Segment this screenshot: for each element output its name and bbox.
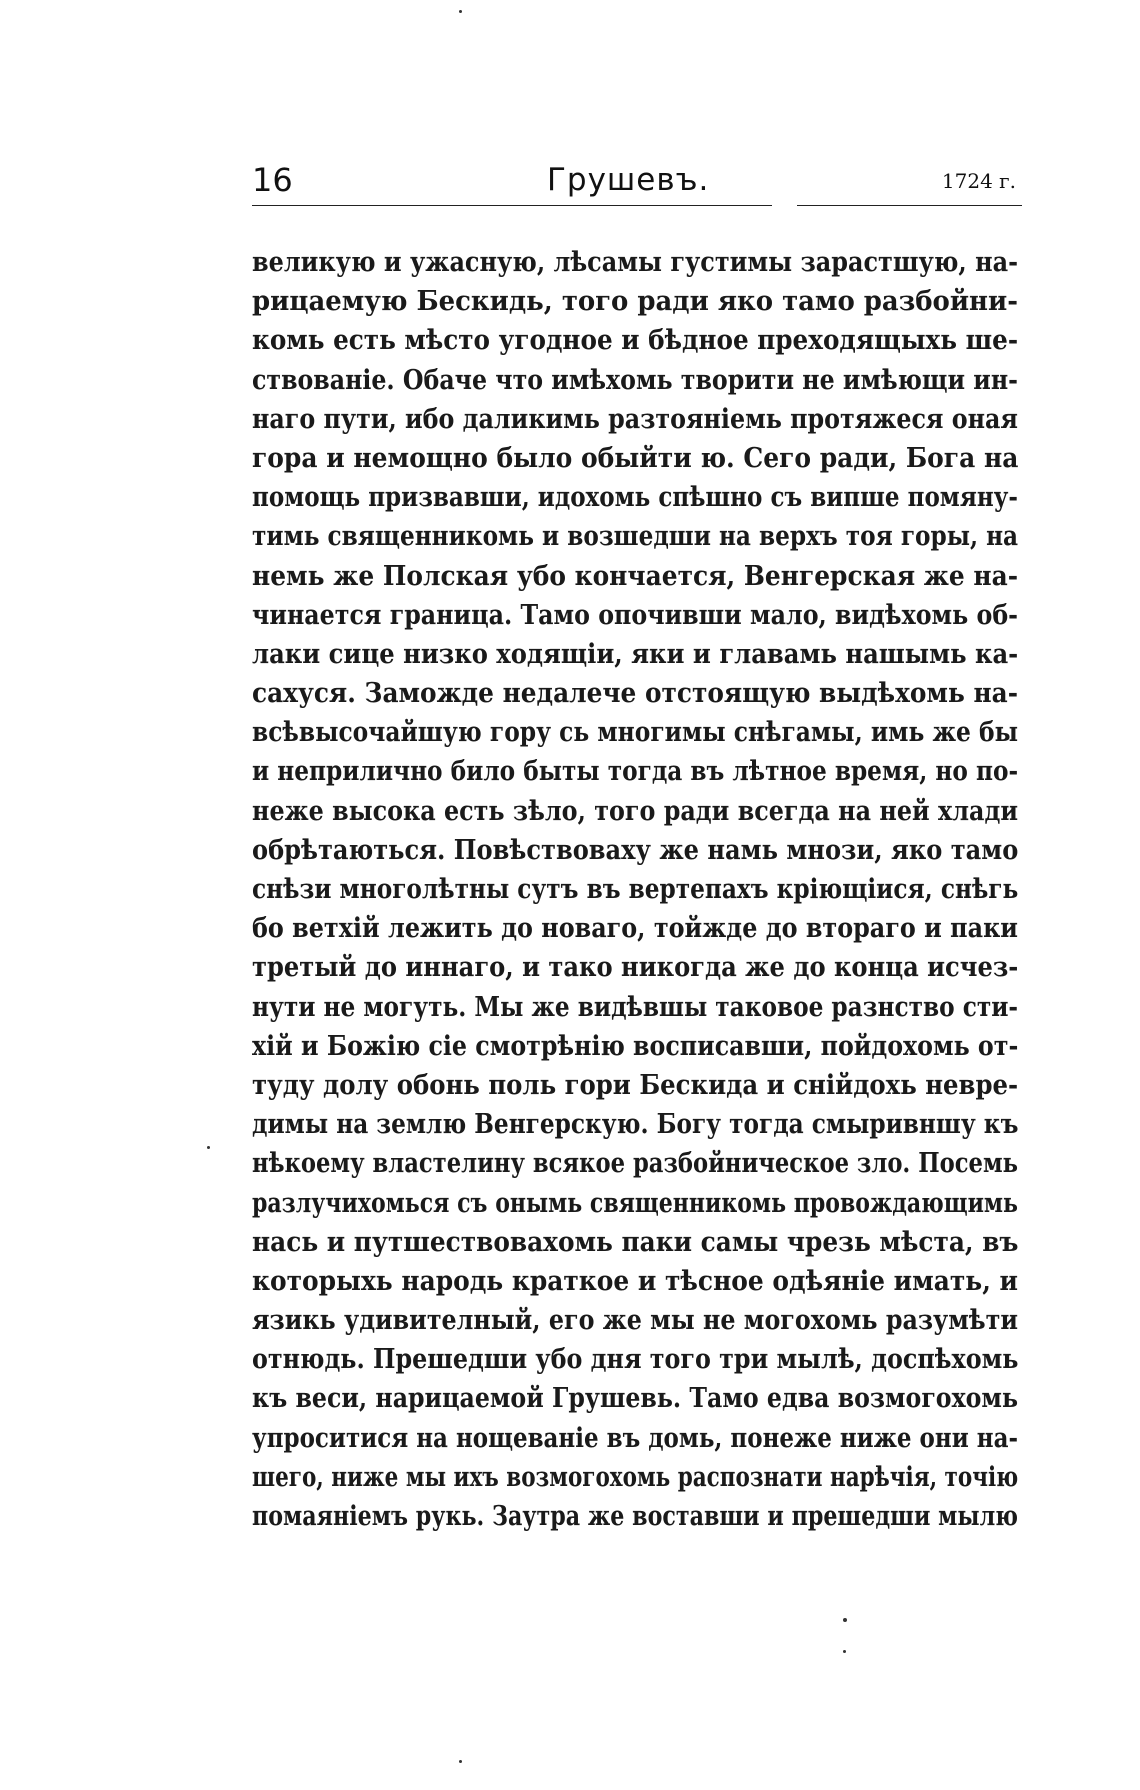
text-line: всѣвысочайшую гору сь многимы снѣгамы, имь же бы [252,717,1018,749]
text-line: рицаемую Бескидь, того ради яко тамо разбойни- [252,286,1018,318]
running-title: Грушевъ. [547,162,710,198]
text-line: чинается граница. Тамо опочивши мало, видѣхомь об- [252,599,1018,631]
text-line: помощь призвавши, идохомь спѣшно съ випше помяну- [252,482,1018,514]
text-line: шего, ниже мы ихъ возмогохомь распознати нарѣчія, точію [252,1461,1019,1493]
text-line: немь же Полская убо кончается, Венгерская же на- [252,560,1019,592]
text-line: наго пути, ибо даликимь разтояніемь протяжеся оная [252,403,1018,435]
text-line: и неприлично било быты тогда въ лѣтное время, но по- [252,756,1019,788]
page-number: 16 [252,161,293,199]
text-line: ствованіе. Обаче что имѣхомь творити не имѣющи ин- [252,364,1018,396]
scan-speck [459,1760,462,1763]
text-line: гора и немощно было обыйти ю. Сего ради, Бога на [252,442,1019,474]
text-line: хій и Божію сіе смотрѣнію восписавши, пойдохомь от- [252,1030,1019,1062]
header-rule-left [252,205,772,206]
page-header [252,160,1022,210]
text-line: димы на землю Венгерскую. Богу тогда смыривншу къ [252,1109,1019,1141]
text-line: лаки сице низко ходящіи, яки и главамь нашымь ка- [252,638,1019,670]
scan-speck [843,1650,846,1653]
text-line: къ веси, нарицаемой Грушевь. Тамо едва возмогохомь [252,1383,1018,1415]
text-line: бо ветхій лежить до новаго, тойжде до втораго и паки [252,913,1018,945]
text-line: отнюдь. Прешедши убо дня того три мылѣ, доспѣхомь [252,1344,1019,1376]
text-line: обрѣтаються. Повѣствоваху же намь мнози, яко тамо [252,834,1019,866]
text-line: нась и путшествовахомь паки самы чрезь мѣста, въ [252,1226,1019,1258]
text-line: туду долу обонь поль гори Бескида и снійдохь невре- [252,1069,1019,1101]
text-line: сахуся. Заможде недалече отстоящую выдѣхомь на- [252,678,1018,710]
text-line: язикь удивителный, его же мы не могохомь разумѣти [252,1305,1018,1337]
text-line: неже высока есть зѣло, того ради всегда на ней хлади [252,795,1018,827]
year-label: 1724 г. [941,169,1016,193]
text-line: третый до иннаго, и тако никогда же до конца исчез- [252,952,1019,984]
text-line: великую и ужасную, лѣсамы густимы зарастшую, на- [252,247,1018,278]
scan-speck [459,10,462,13]
text-line: помаяніемъ рукь. Заутра же воставши и прешедши мылю [252,1501,1018,1532]
text-line: нѣкоему властелину всякое разбойническое зло. Посемь [252,1148,1018,1180]
text-line: упроситися на нощеваніе въ домь, понеже ниже они на- [252,1422,1018,1454]
text-line: нути не могуть. Мы же видѣвшы таковое разнство сти- [252,991,1019,1023]
text-line: комь есть мѣсто угодное и бѣдное преходящыхь ше- [252,325,1019,357]
text-line: снѣзи многолѣтны сутъ въ вертепахъ крiющіися, снѣгь [252,874,1019,905]
header-rule-right [797,205,1022,206]
scan-speck [843,1618,847,1622]
body-text [252,243,1018,1536]
text-line: которыхь народь краткое и тѣсное одѣяніе имать, и [252,1265,1018,1297]
text-line: тимь священникомь и возшедши на верхъ тоя горы, на [252,521,1019,553]
text-line: разлучихомься съ онымь священникомь провождающимь [252,1187,1018,1219]
scan-speck [207,1146,210,1149]
